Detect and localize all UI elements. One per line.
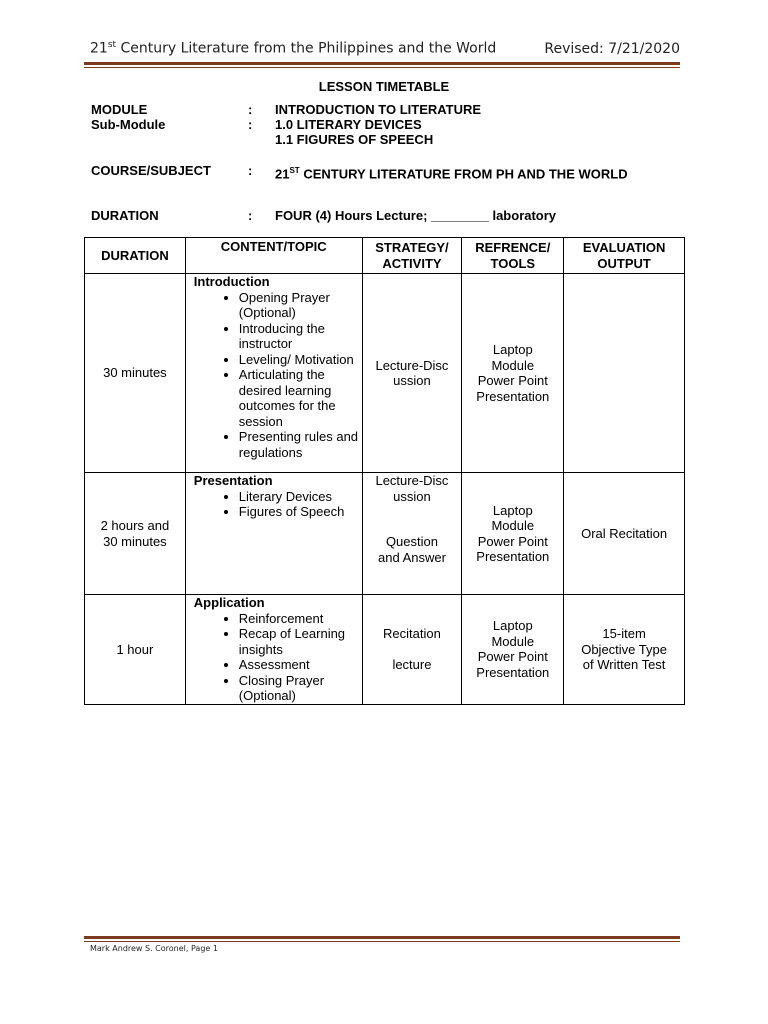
table-row (85, 595, 685, 705)
module-value: INTRODUCTION TO LITERATURE (275, 102, 482, 117)
duration-label: DURATION (91, 208, 159, 223)
row-duration: 2 hours and 30 minutes (85, 473, 186, 595)
table-row (85, 473, 685, 595)
footer-rule (84, 936, 680, 942)
col-strategy: STRATEGY/ ACTIVITY (362, 238, 462, 274)
row-topic: Application • Reinforcement • Recap of Learning insights • Assessment • Closing Prayer (Optional) (185, 595, 362, 705)
row-topic: Presentation • Literary Devices • Figures of Speech (185, 473, 362, 595)
row-evaluation: Oral Recitation (564, 473, 685, 595)
page-footer: Mark Andrew S. Coronel, Page 1 (90, 944, 218, 953)
col-duration: DURATION (85, 238, 186, 274)
submodule-value-1: 1.0 LITERARY DEVICES (275, 117, 422, 132)
row-strategy: Lecture-Disc ussion Question and Answer (362, 473, 462, 595)
header-rule (84, 62, 680, 68)
row-tools: Laptop Module Power Point Presentation (462, 473, 564, 595)
col-reference: REFRENCE/ TOOLS (462, 238, 564, 274)
module-label: MODULE (91, 102, 148, 117)
course-value: 21ST CENTURY LITERATURE FROM PH AND THE WORLD (275, 166, 628, 182)
list-item: • Presenting rules and regulations (239, 429, 362, 460)
row-tools: Laptop Module Power Point Presentation (462, 274, 564, 473)
col-evaluation: EVALUATION OUTPUT (564, 238, 685, 274)
row-duration: 1 hour (85, 595, 186, 705)
row-evaluation: 15-item Objective Type of Written Test (564, 595, 685, 705)
col-content: CONTENT/TOPIC (185, 238, 362, 274)
list-item: • Assessment (239, 657, 362, 673)
submodule-label: Sub-Module (91, 117, 166, 132)
page-header (90, 40, 680, 57)
row-strategy: Lecture-Disc ussion (362, 274, 462, 473)
row-duration: 30 minutes (85, 274, 186, 473)
list-item: • Figures of Speech (239, 504, 362, 520)
row-evaluation (564, 274, 685, 473)
submodule-value-2: 1.1 FIGURES OF SPEECH (275, 132, 434, 147)
row-tools: Laptop Module Power Point Presentation (462, 595, 564, 705)
table-header-row (85, 238, 685, 274)
course-title: 21st Century Literature from the Philippines and the World (90, 40, 497, 57)
list-item: • Leveling/ Motivation (239, 352, 362, 368)
timetable (84, 237, 685, 705)
list-item: • Articulating the desired learning outcomes for the session (239, 367, 362, 429)
duration-value: FOUR (4) Hours Lecture; ________ laboratory (275, 208, 557, 223)
list-item: • Introducing the instructor (239, 321, 362, 352)
table-row (85, 274, 685, 473)
course-label: COURSE/SUBJECT (91, 163, 211, 178)
list-item: • Recap of Learning insights (239, 626, 362, 657)
list-item: • Reinforcement (239, 611, 362, 627)
list-item: • Opening Prayer (Optional) (239, 290, 362, 321)
revised-date: Revised: 7/21/2020 (544, 40, 680, 57)
row-strategy: Recitation lecture (362, 595, 462, 705)
page-title: LESSON TIMETABLE (318, 79, 450, 94)
list-item: • Literary Devices (239, 489, 362, 505)
row-topic: Introduction • Opening Prayer (Optional) • Introducing the instructor • Leveling/ Motivation • Articulating the desired learning outcomes for the session • Presenting rules and regulations (185, 274, 362, 473)
list-item: • Closing Prayer (Optional) (239, 673, 362, 704)
